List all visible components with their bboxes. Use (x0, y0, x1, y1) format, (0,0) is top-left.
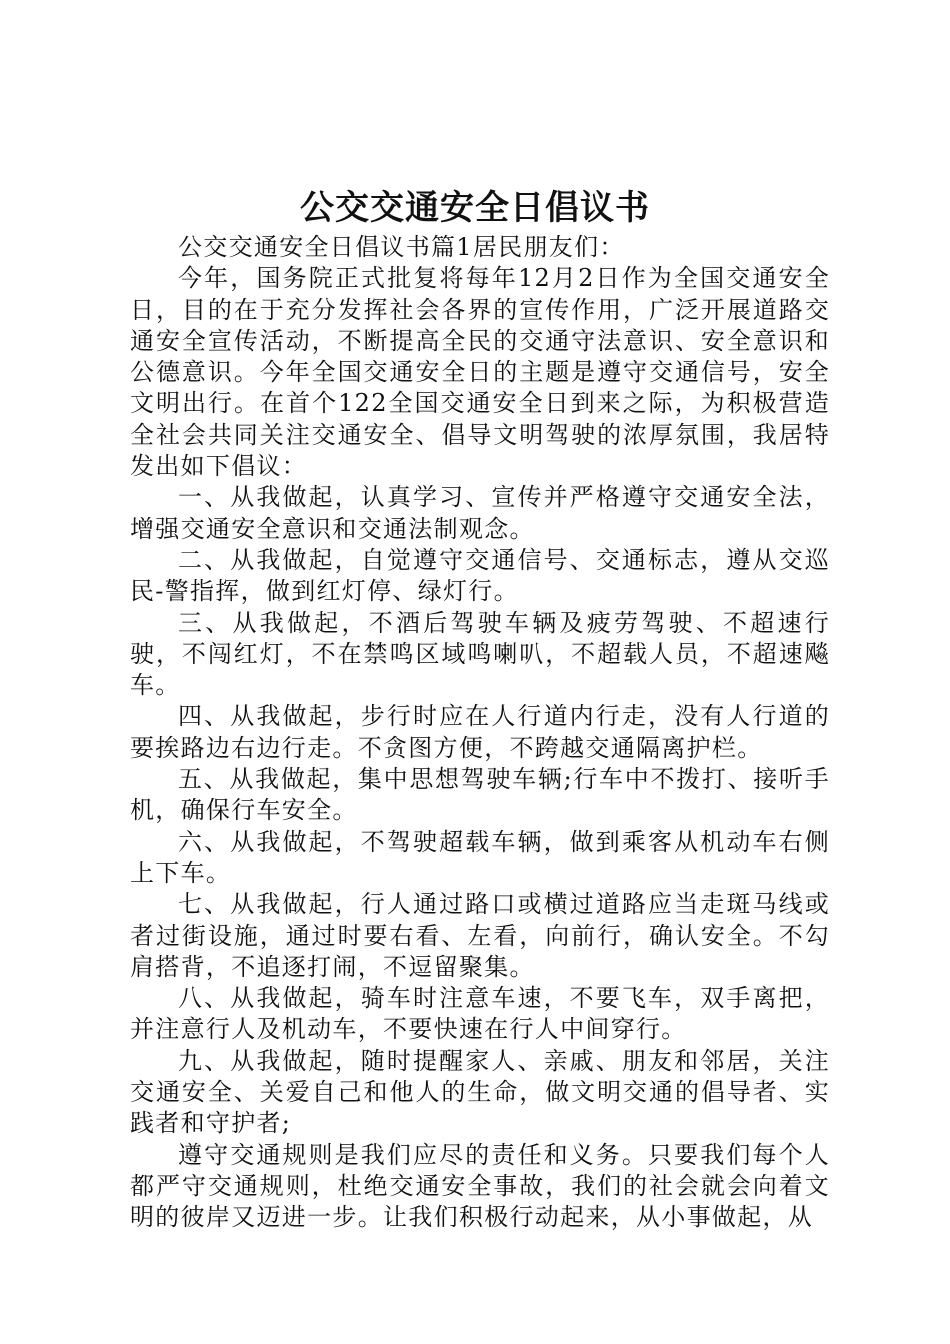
paragraph-item-4: 四、从我做起，步行时应在人行道内行走，没有人行道的要挨路边右边行走。不贪图方便，不跨越交通隔离护栏。 (130, 702, 830, 762)
paragraph-background: 今年，国务院正式批复将每年12月2日作为全国交通安全日，目的在于充分发挥社会各界的宣传作用，广泛开展道路交通安全宣传活动，不断提高全民的交通守法意识、安全意识和公德意识。今年全国交通安全日的主题是遵守交通信号，安全文明出行。在首个122全国交通安全日到来之际，为积极营造全社会共同关注交通安全、倡导文明驾驶的浓厚氛围，我居特发出如下倡议： (130, 264, 830, 481)
paragraph-item-2: 二、从我做起，自觉遵守交通信号、交通标志，遵从交巡民-警指挥，做到红灯停、绿灯行。 (130, 545, 830, 606)
paragraph-item-8: 八、从我做起，骑车时注意车速，不要飞车，双手离把，并注意行人及机动车，不要快速在行人中间穿行。 (130, 984, 830, 1044)
document-body (130, 232, 830, 1234)
paragraph-item-6: 六、从我做起，不驾驶超载车辆，做到乘客从机动车右侧上下车。 (130, 827, 830, 887)
paragraph-conclusion: 遵守交通规则是我们应尽的责任和义务。只要我们每个人都严守交通规则，杜绝交通安全事故，我们的社会就会向着文明的彼岸又迈进一步。让我们积极行动起来，从小事做起，从 (130, 1140, 830, 1232)
document-title: 公交交通安全日倡议书 (300, 188, 650, 228)
paragraph-item-1: 一、从我做起，认真学习、宣传并严格遵守交通安全法，增强交通安全意识和交通法制观念。 (130, 483, 830, 543)
paragraph-item-3: 三、从我做起，不酒后驾驶车辆及疲劳驾驶、不超速行驶，不闯红灯，不在禁鸣区域鸣喇叭，不超载人员，不超速飚车。 (130, 608, 830, 700)
paragraph-item-5: 五、从我做起，集中思想驾驶车辆;行车中不拨打、接听手机，确保行车安全。 (130, 765, 830, 825)
paragraph-item-9: 九、从我做起，随时提醒家人、亲戚、朋友和邻居，关注交通安全、关爱自己和他人的生命，做文明交通的倡导者、实践者和守护者; (130, 1046, 830, 1138)
paragraph-intro: 公交交通安全日倡议书篇1居民朋友们： (178, 233, 625, 261)
paragraph-item-7: 七、从我做起，行人通过路口或横过道路应当走斑马线或者过街设施，通过时要右看、左看，向前行，确认安全。不勾肩搭背，不追逐打闹，不逗留聚集。 (130, 890, 830, 981)
